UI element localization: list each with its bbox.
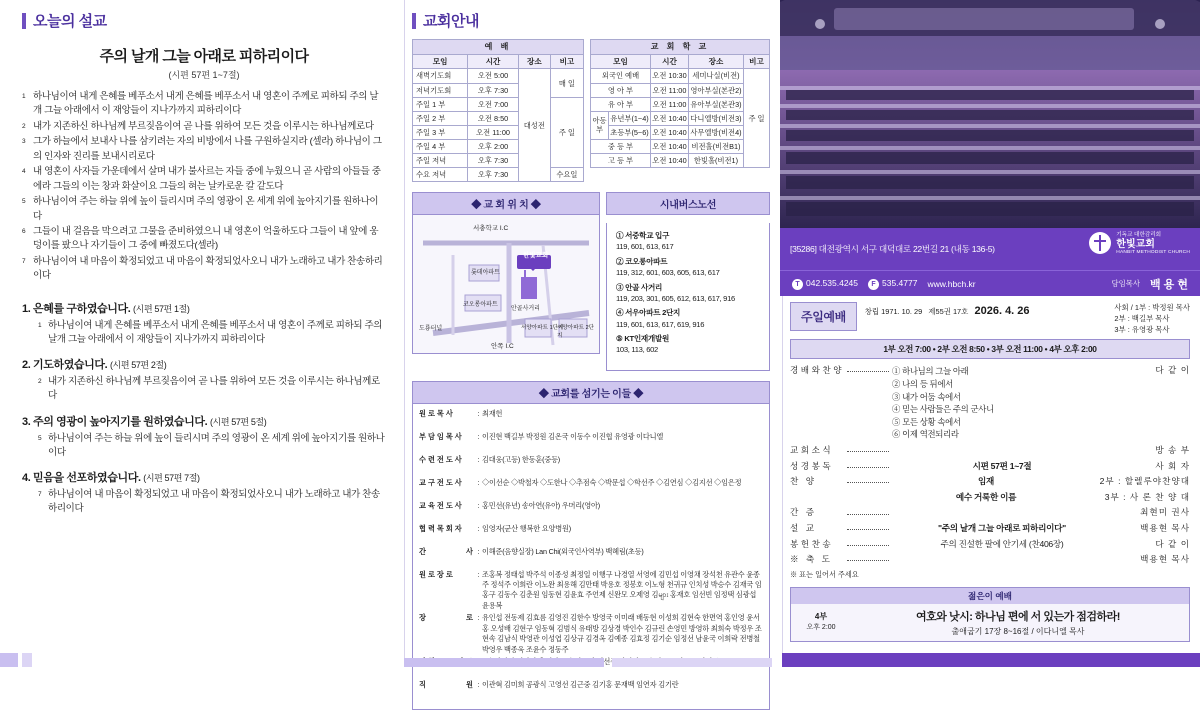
col-header-note: 비고 [744,55,770,69]
verse-text: 하나님이여 주는 하늘 위에 높이 들리시며 주의 영광이 온 세계 위에 높아지기를 원하나이다 [33,196,379,222]
verse-item [22,165,386,194]
verse-number: 1 [22,93,26,100]
staff-names: 최재헌 [482,409,503,419]
verse-item [22,135,386,164]
church-name-en: HANBIT METHODIST CHURCH [1116,250,1190,256]
order-row-praise [790,365,1190,441]
sermon-point-title: 2. 기도하였습니다. [22,359,108,372]
young-service-title: 젊은이 예배 [791,588,1189,604]
sermon-reference: (시편 57편 1~7절) [168,70,240,80]
staff-names: 김대웅(고등) 한동훈(중등) [482,455,561,465]
praise-song: ④ 믿는 사람들은 주의 군사니 [892,404,994,415]
bus-numbers: 119, 312, 601, 603, 605, 613, 617 [616,268,720,278]
school-table-caption: 교 회 학 교 [591,40,770,55]
table-row: 수요 저녁 오후 7:30 수요일 [413,168,584,182]
verse-item [22,255,386,284]
school-group-label: 아동부 [591,111,609,139]
sermon-point-body [22,432,386,461]
issue-number: 제55권 17호 [928,307,969,316]
praise-song: ③ 내가 어둠 속에서 [892,391,961,402]
cover-column [780,0,1200,667]
sermon-point [22,413,386,461]
sermon-point-body [22,319,386,348]
website-url[interactable]: www.hbch.kr [927,278,976,289]
staff-names: 권선주 [596,657,617,667]
staff-row: 원로목사 : 최재헌 [419,409,763,430]
table-row: 주일 2 부 오전 8:50 [413,111,584,125]
col-header-place: 장소 [688,55,743,69]
staff-names: 유인섭 전동제 김효름 김영진 김한수 방영국 이미래 배동현 이성희 김현숙 한면역 홍인영 윤서홍 오성배 김현구 임동혁 김범식 유태방 김상경 박인수 김규린 손영민 방영하 최희숙 박정우 조현속 김남식 박영관 이성엽 김상규 김경옥 김예종 김효정 김기순 임정선 남윤국 이희락 전병철 박영우 백종욱 조윤수 정동주 [482,613,762,654]
col-header-time: 시간 [651,55,689,69]
order-person: 백용현 목사 [1140,554,1190,565]
table-row: 저녁기도회 오후 7:30 [413,83,584,97]
verse-number: 3 [22,138,26,146]
bus-stop-name: ① 서중학교 입구 [616,230,670,240]
young-sermon-title: 여호와 낫시: 하나님 편에 서 있는가 점검하라! [916,610,1120,623]
order-label: 성경봉독 [790,460,834,471]
sermon-points [22,300,386,517]
staff-names: 홍민선(유년) 송아연(유아) 우머리(영아) [482,500,600,510]
praise-song: ② 나의 등 뒤에서 [892,378,953,389]
order-of-service [790,365,1190,579]
service-times: 1부 오전 7:00 • 2부 오전 8:50 • 3부 오전 11:00 • 4부 오후 2:00 [790,339,1190,359]
order-person: 2부 : 할렐루야찬양대 [1099,476,1190,487]
order-row-testimony [790,507,1190,519]
staff-row: 부담임목사 : 이진현 백길부 박정원 김온국 이동수 이진협 유영광 이다니엘 [419,432,763,453]
bus-numbers: 119, 601, 613, 617 [616,242,674,252]
bus-numbers: 119, 601, 613, 617, 619, 916 [616,319,705,329]
map-canvas[interactable] [413,215,599,353]
phone-icon: T [792,279,803,290]
young-service-content [853,608,1183,637]
dotted-leader [847,523,889,530]
order-person: 방 송 부 [1155,444,1190,455]
bus-stop-name: ② 코오롱아파트 [616,256,668,266]
dotted-leader [847,445,889,452]
table-row: 주일 4 부 오후 2:00 [413,140,584,154]
dotted-leader [847,492,889,499]
worship-meta [865,302,1107,320]
map-label: 코오롱아파트 [463,302,498,309]
table-row: 주일 1 부 오전 7:00 주 일 [413,97,584,111]
map-label: 도룡터널 [419,326,443,333]
staff-names: 조홍복 정태섭 박주석 이종성 최정일 이행구 나경열 서영에 김민섭 이영채 장석천 유관수 윤종주 정석주 이희란 이노완 최용해 김만태 박용호 정봉호 이노형 천귀규 인치성 박승수 김재국 임홍구 김동수 김춘원 임동현 김윤효 주언제 신완모 오제영 김များ 홍재호 임선빈 임정택 심광섭 윤용복 [482,569,762,610]
young-sermon-ref: 출애굽기 17장 8~16절 / 이다니엘 목사 [951,626,1085,636]
worship-note-sunday: 주 일 [550,97,583,168]
verse-number: 1 [38,321,42,329]
church-address: [35286] 대전광역시 서구 대덕대로 22번길 21 (내동 136-5) [790,244,995,254]
church-info-title [412,10,770,31]
sermon-point-title: 4. 믿음을 선포하였습니다. [22,472,141,485]
list-item [616,307,762,330]
verse-text: 하나님이여 주는 하늘 위에 높이 들리시며 주의 영광이 온 세계 위에 높아지기를 원하나이다 [48,432,385,458]
church-name: 한빛교회 [1116,238,1155,250]
verse-number: 6 [22,227,26,235]
staff-role: 원로장로 [419,569,455,579]
map-label: 서충학교 I.C [473,225,509,233]
school-table-wrap [590,39,770,182]
sanctuary-photo [780,0,1200,228]
verse-item [22,195,386,224]
bulletin-date: 2026. 4. 26 [974,305,1030,317]
fax-icon: F [868,279,879,290]
praise-song: ⑤ 모든 상황 속에서 [892,416,961,427]
order-value: "주의 날개 그늘 아래로 피하리이다" [938,522,1066,533]
dotted-leader [847,476,889,483]
staff-names: 이관혁 김미희 공광식 고영선 김근중 김기홍 문재백 임연자 김기란 [482,679,679,689]
sermon-point [22,300,386,348]
col-header-time: 시간 [468,55,519,69]
staff-role: 교구전도사 [419,478,464,488]
order-label: 찬 양 [790,476,817,487]
young-service-body [791,604,1189,641]
presider-1: 사회 / 1부 : 박정원 목사 [1114,303,1190,312]
list-item [616,256,762,279]
table-row: 주일 저녁 오후 7:30 [413,154,584,168]
order-value: 주의 진설한 팔에 안기세 (찬406장) [940,538,1064,549]
phone-number: 042.535.4245 [806,277,858,288]
verse-item [22,120,386,134]
table-row: 고 등 부 오전 10:40 한빛홀(비전1) [591,154,770,168]
map-label: 서양아파트 2단지 [557,325,595,340]
fax-number: 535.4777 [882,277,918,288]
cross-icon [1088,231,1112,257]
order-person: 사 회 자 [1155,460,1190,471]
order-row-scripture [790,461,1190,473]
map-label: 서양아파트 1단지 [521,325,564,332]
verse-text: 하나님이여 내게 은혜를 베푸소서 내게 은혜를 베푸소서 내 영혼이 주께로 피하되 주의 날개 그늘 아래에서 이 재앙들이 지나가까지 피하리이다 [33,91,379,117]
dotted-leader [847,365,889,372]
staff-names: 이해준(음향실장) Lan Chi(외국인사역부) 백혜림(초등) [482,546,644,556]
dotted-leader [847,554,889,561]
church-info-column [400,0,780,689]
staff-row: 간 사 : 이해준(음향실장) Lan Chi(외국인사역부) 백혜림(초등) [419,547,763,568]
church-info-label: 교회안내 [423,13,479,30]
col-header-note: 비고 [550,55,583,69]
staff-row: 장 로 : 유인섭 전동제 김효름 김영진 김한수 방영국 이미래 배동현 이성희 김현숙 한면역 홍인영 윤서홍 오성배 김현구 임동혁 김범식 유태방 김상경 박인수 김규린 손영민 방영하 최희숙 박정우 조현속 김남식 박영관 이성엽 김상규 김경옥 김예종 김효정 김기순 임정선 남윤국 이희락 전병철 박영우 백종욱 조윤수 정동주 [419,613,762,654]
sermon-point [22,469,386,517]
school-note: 주 일 [744,69,770,168]
map-title: ◆ 교 회 위 치 ◆ [412,192,600,215]
dotted-leader [847,461,889,468]
sermon-point [22,356,386,404]
order-row-sermon [790,523,1190,535]
map-and-bus [412,192,770,371]
col-header-place: 장소 [518,55,550,69]
sermon-section-title [22,10,386,31]
schedule-tables [412,39,770,182]
verse-item [22,225,386,254]
table-row: 주일 3 부 오전 11:00 [413,125,584,139]
presider-list [1114,302,1190,335]
pastor-name: 백 용 현 [1150,278,1188,291]
staff-names: ◇이선순 ◇박철자 ◇도한나 ◇추점숙 ◇박문섭 ◇학선주 ◇김연심 ◇김지선 ◇임은정 [482,478,742,488]
bus-stop-name: ⑤ KT인재개발원 [616,334,670,344]
staff-row: 원로장로 : 조홍복 정태섭 박주석 이종성 최정일 이행구 나경열 서영에 김민섭 이영채 장석천 유관수 윤종주 정석주 이희란 이노완 최용해 김만태 박용호 정봉호 이노형 천귀규 인치성 박승수 김재국 임홍구 김동수 김춘원 임동현 김윤효 주언제 신완모 오제영 김များ 홍재호 임선빈 임정택 심광섭 윤용복 [419,569,762,610]
verse-text: 내 영혼이 사자들 가운데에서 살며 내가 불사르는 자들 중에 누웠으니 곧 사람의 아들들 중에라 그들의 이는 창과 화살이요 그들의 혀는 날카로운 칼 같도다 [33,166,381,192]
table-row: 새벽기도회 오전 5:00 대성전 매 일 [413,69,584,83]
sermon-point-title: 1. 은혜를 구하였습니다. [22,302,131,315]
worship-place: 대성전 [518,69,550,182]
verse-number: 2 [22,122,26,130]
scripture-list [22,90,386,284]
order-person: 최현미 권사 [1140,507,1190,518]
footer-decoration [0,653,1200,667]
worship-header [790,302,1190,335]
bus-panel [606,223,770,372]
presider-2: 2부 : 백길부 목사 [1114,314,1170,324]
sermon-point-body [22,375,386,404]
staff-row: 교육전도사 : 홍민선(유년) 송아연(유아) 우머리(영아) [419,501,763,522]
col-header-meeting: 모임 [413,55,468,69]
order-row-benediction [790,554,1190,566]
sermon-point-ref: (시편 57편 7절) [143,473,200,484]
worship-note-wed: 수요일 [550,168,583,182]
worship-order-section [780,296,1200,580]
young-service-time: 4부 오후 2:00 [806,611,836,632]
verse-number: 5 [38,434,42,442]
order-label: 교회소식 [790,444,834,455]
verse-text: 그들이 내 걸음을 막으려고 그물을 준비하였으니 내 영혼이 억울하도다 그들이 내 앞에 웅덩이를 팠으나 자기들이 그 중에 빠졌도다(셀라) [33,225,379,252]
sermon-point-heading [22,413,386,429]
map-label: 롯데아파트 [471,270,500,277]
bus-stop-name: ④ 서우아파트 2단지 [616,308,681,318]
order-person: 3부 : 사 론 찬 양 대 [1104,491,1190,502]
worship-note-daily: 매 일 [550,69,583,97]
table-row: 외국인 예배 오전 10:30 세미나실(비전) 주 일 [591,69,770,83]
bus-numbers: 103, 113, 602 [616,345,658,355]
sermon-point-heading [22,356,386,372]
table-row: 영 아 부 오전 11:00 영아부실(본관2) [591,83,770,97]
list-item [616,282,762,305]
order-row-news [790,445,1190,457]
staff-title: ◆ 교회를 섬기는 이들 ◆ [412,381,770,404]
staff-role: 교육전도사 [419,500,464,510]
sermon-column [0,0,400,667]
table-row: 초등부(5~6) 오전 10:40 사무엘방(비전4) [591,125,770,139]
list-item [616,333,762,356]
order-label: 경배와찬양 [790,365,845,376]
staff-role: 수련전도사 [419,455,464,465]
order-row-choir-1 [790,476,1190,488]
verse-number: 7 [38,491,42,499]
order-person: 백용현 목사 [1140,522,1190,533]
staff-role: 부담임목사 [419,432,464,442]
photo-graphic [780,0,1200,228]
verse-item [22,90,386,119]
map-panel [412,215,600,354]
staff-row: 협력목회자 : 임영자(군산 행복한 요양병원) [419,524,763,545]
verse-number: 7 [22,257,26,265]
sermon-point-ref: (시편 57편 5절) [209,416,267,427]
presider-3: 3부 : 유영광 목사 [1114,325,1170,335]
staff-row: 직 원 : 이관혁 김미희 공광식 고영선 김근중 김기홍 문재백 임연자 김기란 [419,680,763,701]
praise-song-list [892,365,1112,441]
map-label-church: 한빛교회 [523,252,549,260]
order-value: 예수 거룩한 이름 [955,491,1017,502]
bus-box [606,192,770,371]
worship-table [412,39,584,182]
col-header-meeting: 모임 [591,55,651,69]
table-row: 아동부 유년부(1~4) 오전 10:40 다니엘방(비전3) [591,111,770,125]
verse-number: 2 [38,378,42,386]
sermon-point-ref: (시편 57편 1절) [133,303,190,314]
sermon-section-label: 오늘의 설교 [33,13,107,30]
founded-date: 창립 1971. 10. 29 [864,307,923,316]
phone-item [792,278,858,290]
dotted-leader [847,508,889,515]
praise-song: ⑥ 이제 역전되리라 [892,429,959,440]
verse-number: 5 [22,198,26,206]
worship-title: 주일예배 [790,302,857,331]
bus-title: 시내버스노선 [606,192,770,215]
worship-table-caption: 예 배 [413,40,584,55]
list-item [616,230,762,253]
table-row: 중 등 부 오전 10:40 비전홀(비전B1) [591,140,770,154]
staff-row: 수련전도사 : 김대웅(고등) 한동훈(중등) [419,455,763,476]
staff-role: 간 사 [419,546,475,556]
sermon-point-body [22,488,386,517]
church-logo-mark [1088,231,1190,257]
order-row-choir-2 [790,492,1190,504]
staff-role: 원로목사 [419,409,455,419]
contact-bar [780,270,1200,296]
verse-text: 하나님이여 내게 은혜를 베푸소서 내게 은혜를 베푸소서 내 영혼이 주께로 피하되 주의 날개 그늘 아래에서 이 재앙들이 지나가까지 피하리이다 [48,319,383,345]
worship-table-wrap [412,39,584,182]
denomination-label: 기독교 대한감리회 [1116,232,1162,239]
map-box [412,192,600,371]
order-person: 다 같 이 [1155,365,1190,376]
order-label: 간 증 [790,507,817,518]
sermon-title: 주의 날개 그늘 아래로 피하리이다 [99,48,309,65]
verse-text: 하나님이여 내 마음이 확정되었고 내 마음이 확정되었사오니 내가 노래하고 내가 찬송하리이다 [48,489,380,515]
dotted-leader [847,539,889,546]
staff-names: 임영자(군산 행복한 요양병원) [482,523,571,533]
pastor-label: 담임목사 [1111,279,1140,288]
staff-role: 협력목회자 [419,523,464,533]
verse-number: 4 [22,168,26,176]
sermon-point-heading [22,300,386,316]
staff-names: 이진현 백길부 박정원 김온국 이동수 이진협 유영광 이다니엘 [482,432,664,442]
map-label: 안골사거리 [511,306,540,313]
staff-role: 장 로 [419,613,475,623]
title-accent-bar [22,13,26,29]
staff-role: 직 원 [419,679,475,689]
sermon-point-heading [22,469,386,485]
order-label: ※ 축 도 [790,554,833,565]
order-value: 임재 [977,476,994,487]
sermon-point-title: 3. 주의 영광이 높아지기를 원하였습니다. [22,415,208,428]
verse-text: 그가 하늘에서 보내사 나를 삼키려는 자의 비방에서 나를 구원하실지라 (셀라) 하나님이 그의 인자와 진리를 보내시리로다 [33,136,382,162]
praise-song: ① 하나님의 그늘 아래 [892,366,969,377]
church-name-block [1116,232,1190,255]
bus-route-list [607,223,769,363]
bus-numbers: 119, 203, 301, 605, 612, 613, 617, 916 [616,293,735,303]
order-row-offering-hymn [790,539,1190,551]
website-item[interactable] [927,279,975,289]
order-label: 설 교 [790,522,817,533]
map-label: 안쪽 I.C [491,343,514,351]
verse-text: 내가 지존하신 하나님께 부르짖음이여 곧 나를 위하여 모든 것을 이루시는 하나님께로다 [48,376,380,402]
verse-text: 내가 지존하신 하나님께 부르짖음이여 곧 나를 위하여 모든 것을 이루시는 하나님께로다 [33,120,374,132]
sermon-point-ref: (시편 57편 2절) [109,360,167,371]
address-bar [780,228,1200,270]
staff-row: 교구전도사 : ◇이선순 ◇박철자 ◇도한나 ◇추점숙 ◇박문섭 ◇학선주 ◇김연심 ◇김지선 ◇임은정 [419,478,763,499]
order-label: 봉헌찬송 [790,538,834,549]
fax-item [868,278,917,290]
order-note: ※ 표는 일어서 주세요 [790,569,859,579]
school-table [590,39,770,168]
order-person: 다 같 이 [1155,538,1190,549]
bus-stop-name: ③ 안골 사거리 [616,282,663,292]
title-accent-bar [412,13,416,29]
order-value: 시편 57편 1~7절 [972,460,1032,471]
table-row: 유 아 부 오전 11:00 유아부실(본관3) [591,97,770,111]
verse-text: 하나님이여 내 마음이 확정되었고 내 마음이 확정되었사오니 내가 노래하고 내가 찬송하리이다 [33,255,383,282]
young-adult-service [790,587,1190,642]
